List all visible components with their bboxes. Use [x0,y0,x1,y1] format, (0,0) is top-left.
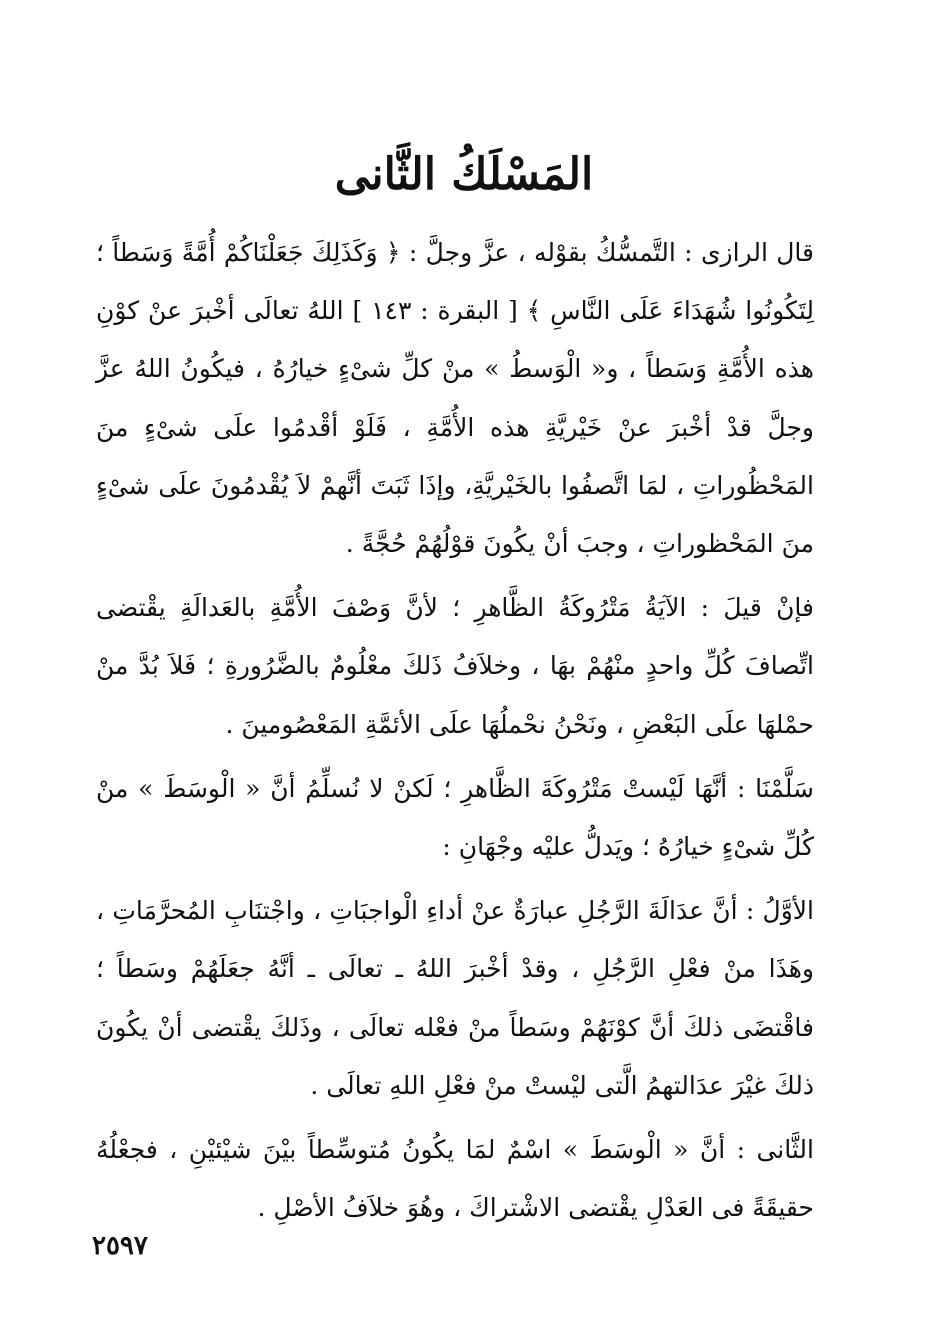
paragraph-1: قال الرازى : التَّمسُّكُ بقوْله ، عزَّ وجلَّ : ﴿ وَكَذَلِكَ جَعَلْنَاكُمْ أُمَّةً وَسَطاً ؛ لِتَكُونُوا شُهَدَاءَ عَلَى النَّاسِ ﴾ [ البقرة : ١٤٣ ] اللهُ تعالَى أخْبرَ عنْ كوْنِ هذه الأُمَّةِ وَسَطاً ، و« الْوَسطُ » منْ كلِّ شىْءٍ خيارُهُ ، فيكُونُ اللهُ عزَّ وجلَّ قدْ أخْبرَ عنْ خَيْريَّةِ هذه الأُمَّةِ ، فَلَوْ أقْدمُوا علَى شىْءٍ منَ المَحْظُوراتِ ، لمَا اتَّصفُوا بالخَيْريَّةِ، وإذَا ثَبَتَ أنَّهمْ لاَ يُقْدمُونَ علَى شىْءٍ منَ المَحْظوراتِ ، وجبَ أنْ يكُونَ قوْلُهُمْ حُجَّةً . [96,238,814,559]
page-number: ٢٥٩٧ [92,1231,148,1261]
paragraph-2: فإنْ قيلَ : الآيَةُ مَتْرُوكَةُ الظَّاهرِ ؛ لأنَّ وَصْفَ الأُمَّةِ بالعَدالَةِ يقْتضى اتِّصافَ كُلِّ واحدٍ منْهُمْ بهَا ، وخلاَفُ ذَلكَ معْلُومٌ بالضَّرُورةِ ؛ فَلاَ بُدَّ منْ حمْلهَا علَى البَعْضِ ، ونَحْنُ نحْملُهَا علَى الأئمَّةِ المَعْصُومينَ . [96,593,814,739]
section-title: المَسْلَكُ الثَّانى [334,149,594,200]
body-text [96,224,814,1237]
paragraph-4: الأوَّلُ : أنَّ عدَالَةَ الرَّجُلِ عبارَةٌ عنْ أداءِ الْواجبَاتِ ، واجْتنَابِ المُحرَّمَاتِ ، وهَذَا منْ فعْلِ الرَّجُلِ ، وقدْ أخْبرَ اللهُ ـ تعالَى ـ أنَّهُ جعَلَهُمْ وسَطاً ؛ فاقْتضَى ذلكَ أنَّ كوْنَهُمْ وسَطاً منْ فعْله تعالَى ، وذَلكَ يقْتضى أنْ يكُونَ ذلكَ غيْرَ عدَالتهمُ الَّتى ليْستْ منْ فعْلِ اللهِ تعالَى . [96,896,814,1100]
paragraph-3: سَلَّمْنَا : أنَّهَا لَيْستْ مَتْرُوكَةَ الظَّاهرِ ؛ لَكنْ لا نُسلِّمُ أنَّ « الْوسَطَ » منْ كُلِّ شىْءٍ خيارُهُ ؛ ويَدلُّ عليْه وجْهَانِ : [96,773,814,862]
paragraph-5: الثَّانى : أنَّ « الْوسَطَ » اسْمٌ لمَا يكُونُ مُتوسِّطاً بيْنَ شيْئيْنِ ، فجعْلُهُ حقيقَةً فى العَدْلِ يقْتضى الاشْتراكَ ، وهُوَ خلاَفُ الأصْلِ . [96,1135,814,1223]
